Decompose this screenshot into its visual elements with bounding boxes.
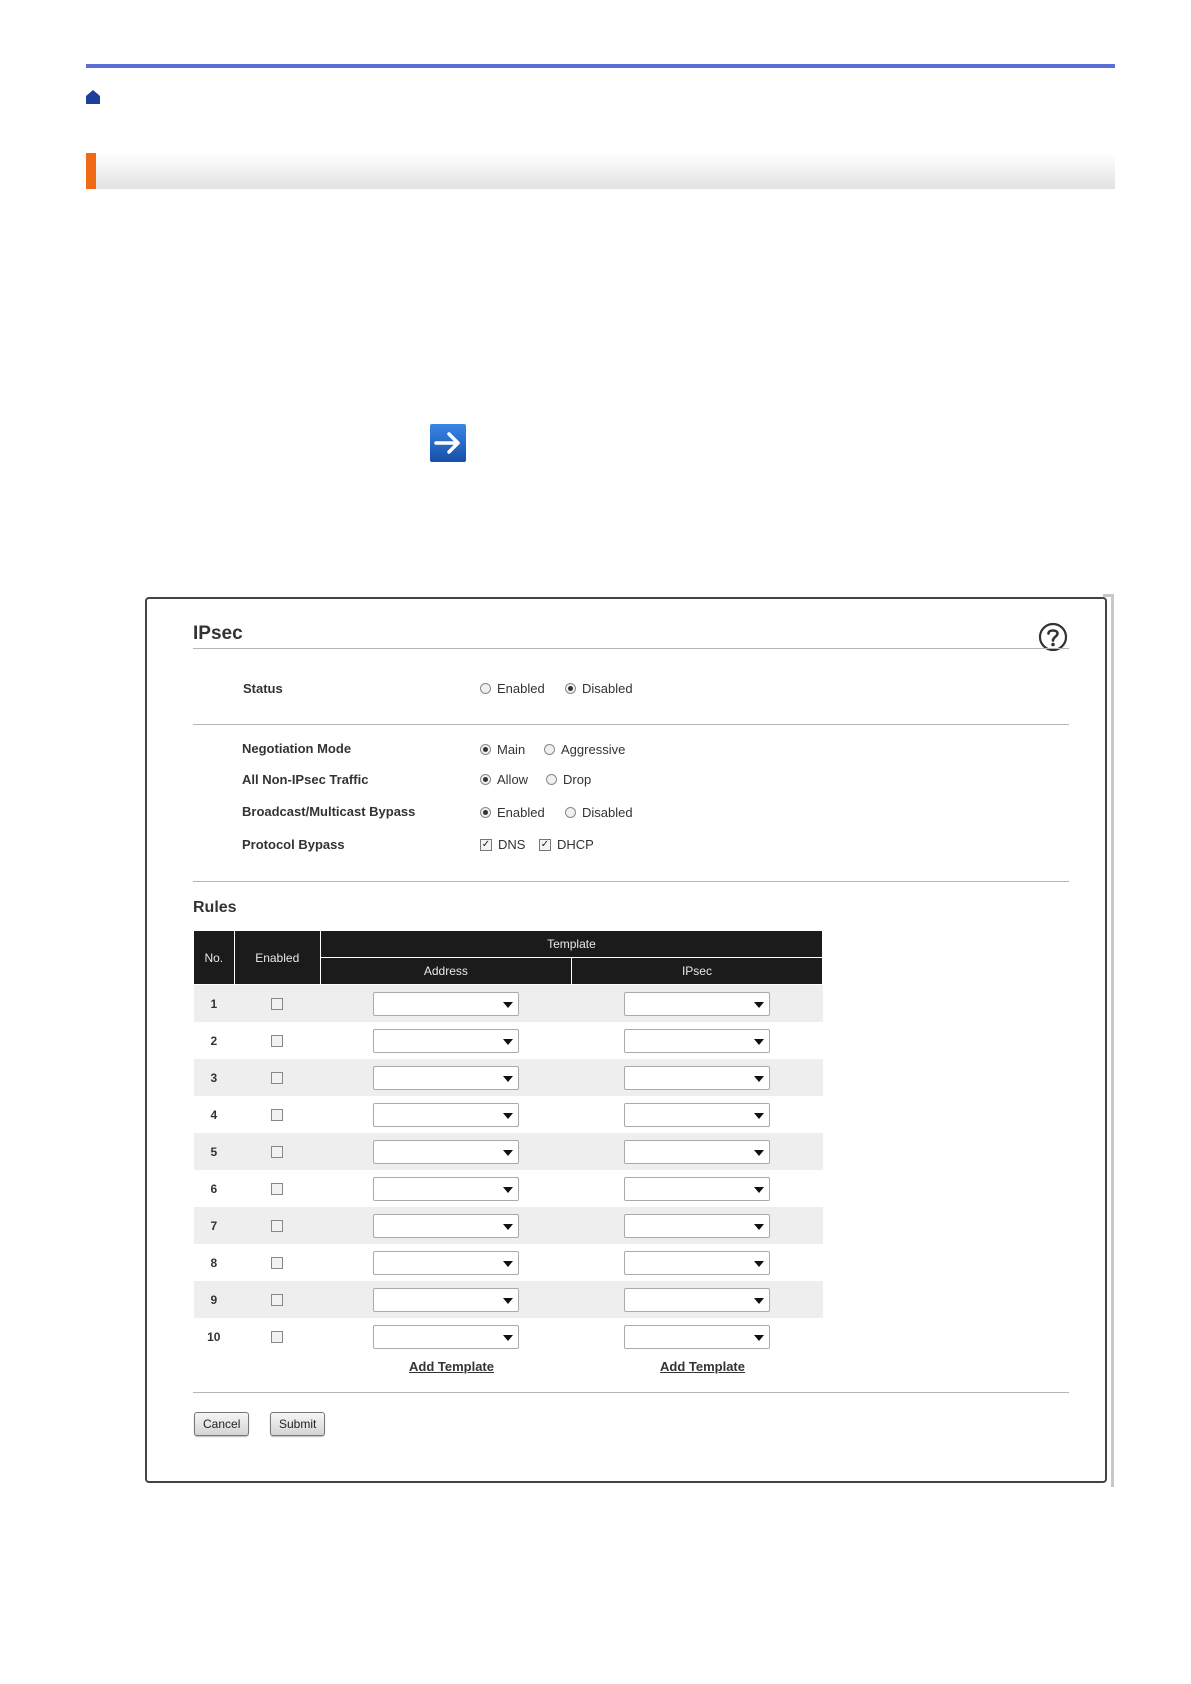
add-address-template-link[interactable]: Add Template <box>409 1359 494 1374</box>
rule-ipsec-cell <box>571 1133 822 1170</box>
add-ipsec-template-link[interactable]: Add Template <box>660 1359 745 1374</box>
option-label: Aggressive <box>561 742 626 757</box>
ipsec-template-select[interactable] <box>624 1177 770 1201</box>
rule-number: 1 <box>194 985 235 1023</box>
rule-number: 3 <box>194 1059 235 1096</box>
option-label: Main <box>497 742 526 757</box>
rules-table-body <box>194 985 823 1356</box>
table-row <box>194 1096 823 1133</box>
section-accent <box>86 153 96 189</box>
table-row <box>194 1207 823 1244</box>
status-label: Status <box>243 681 283 696</box>
status-enabled-option[interactable] <box>480 681 545 696</box>
rule-address-cell <box>320 1244 571 1281</box>
status-disabled-option[interactable] <box>565 681 633 696</box>
rule-number: 2 <box>194 1022 235 1059</box>
rule-enabled-cell <box>234 985 320 1023</box>
rule-number: 7 <box>194 1207 235 1244</box>
rule-enabled-checkbox[interactable] <box>271 1257 283 1269</box>
rule-enabled-cell <box>234 1059 320 1096</box>
negotiation-main-radio[interactable] <box>480 744 491 755</box>
rule-enabled-checkbox[interactable] <box>271 1220 283 1232</box>
status-disabled-radio[interactable] <box>565 683 576 694</box>
option-label: Allow <box>497 772 529 787</box>
status-enabled-radio[interactable] <box>480 683 491 694</box>
traffic-drop-radio[interactable] <box>546 774 557 785</box>
rule-ipsec-cell <box>571 1022 822 1059</box>
cancel-button[interactable]: Cancel <box>194 1412 249 1436</box>
ipsec-template-select[interactable] <box>624 1214 770 1238</box>
negotiation-aggressive-option[interactable] <box>544 742 625 757</box>
dhcp-checkbox[interactable]: ✓ <box>540 838 550 850</box>
address-template-select[interactable] <box>373 1214 519 1238</box>
rules-title: Rules <box>193 899 237 916</box>
rule-enabled-checkbox[interactable] <box>271 1072 283 1084</box>
address-template-select[interactable] <box>373 1029 519 1053</box>
ipsec-template-select[interactable] <box>624 1029 770 1053</box>
rule-enabled-cell <box>234 1244 320 1281</box>
rule-number: 8 <box>194 1244 235 1281</box>
frame-shadow <box>1111 594 1114 1487</box>
ipsec-template-select[interactable] <box>624 992 770 1016</box>
arrow-right-icon <box>430 424 466 462</box>
rule-address-cell <box>320 985 571 1023</box>
section-header-bar <box>86 153 1115 189</box>
option-label: Drop <box>563 772 592 787</box>
rule-enabled-cell <box>234 1022 320 1059</box>
negotiation-mode-label: Negotiation Mode <box>242 741 352 756</box>
rule-enabled-cell <box>234 1318 320 1355</box>
rule-number: 9 <box>194 1281 235 1318</box>
rule-address-cell <box>320 1170 571 1207</box>
col-no-header: No. <box>194 931 235 985</box>
table-row <box>194 1170 823 1207</box>
rules-table <box>193 930 823 1355</box>
divider <box>193 881 1069 882</box>
divider <box>193 724 1069 725</box>
negotiation-main-option[interactable] <box>480 742 525 757</box>
rule-enabled-checkbox[interactable] <box>271 1294 283 1306</box>
home-icon[interactable] <box>85 89 101 105</box>
dns-option[interactable] <box>480 837 525 852</box>
address-template-select[interactable] <box>373 1066 519 1090</box>
rule-enabled-checkbox[interactable] <box>271 1331 283 1343</box>
ipsec-template-select[interactable] <box>624 1325 770 1349</box>
traffic-allow-radio[interactable] <box>480 774 491 785</box>
rule-enabled-checkbox[interactable] <box>271 1035 283 1047</box>
dhcp-option[interactable] <box>539 837 594 852</box>
ipsec-settings-panel <box>145 597 1107 1483</box>
traffic-allow-option[interactable] <box>480 772 528 787</box>
rule-ipsec-cell <box>571 985 822 1023</box>
broadcast-enabled-radio[interactable] <box>480 807 491 818</box>
rule-number: 5 <box>194 1133 235 1170</box>
rule-ipsec-cell <box>571 1318 822 1355</box>
rule-address-cell <box>320 1281 571 1318</box>
rule-enabled-cell <box>234 1281 320 1318</box>
broadcast-bypass-label: Broadcast/Multicast Bypass <box>242 804 416 819</box>
ipsec-template-select[interactable] <box>624 1288 770 1312</box>
col-enabled-header: Enabled <box>234 931 320 985</box>
traffic-drop-option[interactable] <box>546 772 591 787</box>
protocol-bypass-label: Protocol Bypass <box>242 837 345 852</box>
dns-checkbox[interactable]: ✓ <box>481 838 491 850</box>
rule-enabled-checkbox[interactable] <box>271 1146 283 1158</box>
rule-enabled-cell <box>234 1096 320 1133</box>
address-template-select[interactable] <box>373 1288 519 1312</box>
table-row <box>194 1281 823 1318</box>
col-address-header: Address <box>320 958 571 985</box>
table-row <box>194 1022 823 1059</box>
rule-ipsec-cell <box>571 1170 822 1207</box>
col-ipsec-header: IPsec <box>571 958 822 985</box>
ipsec-template-select[interactable] <box>624 1251 770 1275</box>
rule-enabled-cell <box>234 1133 320 1170</box>
submit-button[interactable]: Submit <box>270 1412 325 1436</box>
address-template-select[interactable] <box>373 1251 519 1275</box>
rule-address-cell <box>320 1096 571 1133</box>
rule-address-cell <box>320 1059 571 1096</box>
table-row <box>194 985 823 1023</box>
broadcast-disabled-option[interactable] <box>565 805 633 820</box>
rule-ipsec-cell <box>571 1281 822 1318</box>
rule-ipsec-cell <box>571 1244 822 1281</box>
rule-address-cell <box>320 1207 571 1244</box>
rule-enabled-cell <box>234 1170 320 1207</box>
option-label: Disabled <box>582 805 633 820</box>
panel-title: IPsec <box>193 623 243 644</box>
rule-enabled-checkbox[interactable] <box>271 998 283 1010</box>
option-label: Enabled <box>497 805 545 820</box>
table-row <box>194 1244 823 1281</box>
rule-number: 4 <box>194 1096 235 1133</box>
ipsec-template-select[interactable] <box>624 1066 770 1090</box>
option-label: DHCP <box>557 837 594 852</box>
ipsec-template-select[interactable] <box>624 1140 770 1164</box>
option-label: Disabled <box>582 681 633 696</box>
address-template-select[interactable] <box>373 992 519 1016</box>
rule-enabled-checkbox[interactable] <box>271 1109 283 1121</box>
broadcast-disabled-radio[interactable] <box>565 807 576 818</box>
rule-ipsec-cell <box>571 1096 822 1133</box>
broadcast-enabled-option[interactable] <box>480 805 545 820</box>
rule-enabled-cell <box>234 1207 320 1244</box>
rule-number: 10 <box>194 1318 235 1355</box>
table-row <box>194 1059 823 1096</box>
rule-ipsec-cell <box>571 1059 822 1096</box>
rule-ipsec-cell <box>571 1207 822 1244</box>
rule-address-cell <box>320 1022 571 1059</box>
rule-address-cell <box>320 1133 571 1170</box>
address-template-select[interactable] <box>373 1325 519 1349</box>
rule-number: 6 <box>194 1170 235 1207</box>
divider <box>193 648 1069 649</box>
table-row <box>194 1133 823 1170</box>
top-rule <box>86 64 1115 68</box>
address-template-select[interactable] <box>373 1103 519 1127</box>
divider <box>193 1392 1069 1393</box>
table-row <box>194 1318 823 1355</box>
col-template-header: Template <box>320 931 822 958</box>
address-template-select[interactable] <box>373 1177 519 1201</box>
rule-enabled-checkbox[interactable] <box>271 1183 283 1195</box>
non-ipsec-traffic-label: All Non-IPsec Traffic <box>242 772 369 787</box>
rule-address-cell <box>320 1318 571 1355</box>
option-label: Enabled <box>497 681 545 696</box>
address-template-select[interactable] <box>373 1140 519 1164</box>
negotiation-aggressive-radio[interactable] <box>544 744 555 755</box>
ipsec-template-select[interactable] <box>624 1103 770 1127</box>
option-label: DNS <box>498 837 526 852</box>
